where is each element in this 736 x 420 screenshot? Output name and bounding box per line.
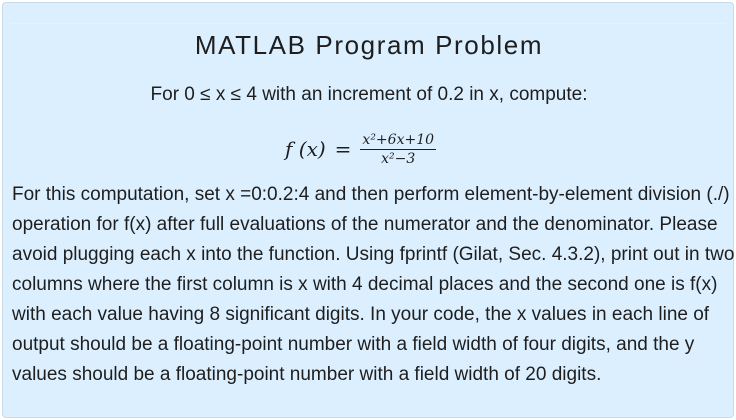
problem-instructions: For this computation, set x =0:0.2:4 and then perform element-by-element division (./) operation for f(x) after full evaluations of the numerator and the denominator. Please avoid plugging each x into the function. Using fprintf (Gilat, Sec. 4.3.2), print out in two columns where the first column is x with 4 decimal places and the second one is f(x) with each value having 8 significant digits. In your code, the x values in each line of output should be a floating-point number with a field width of four digits, and the y values should be a floating-point number with a field width of 20 digits. xyxy=(12,184,735,385)
equation-lhs: f (x) xyxy=(285,137,326,161)
problem-panel xyxy=(2,2,734,418)
fraction xyxy=(360,131,436,168)
equation-denominator: x²−3 xyxy=(381,150,416,167)
equation-numerator: x²+6x+10 xyxy=(362,131,435,148)
equals-sign: = xyxy=(334,137,352,161)
equation xyxy=(285,127,436,171)
problem-title: MATLAB Program Problem xyxy=(194,30,544,60)
problem-intro: For 0 ≤ x ≤ 4 with an increment of 0.2 in x, compute: xyxy=(150,84,588,105)
top-divider xyxy=(11,23,725,24)
